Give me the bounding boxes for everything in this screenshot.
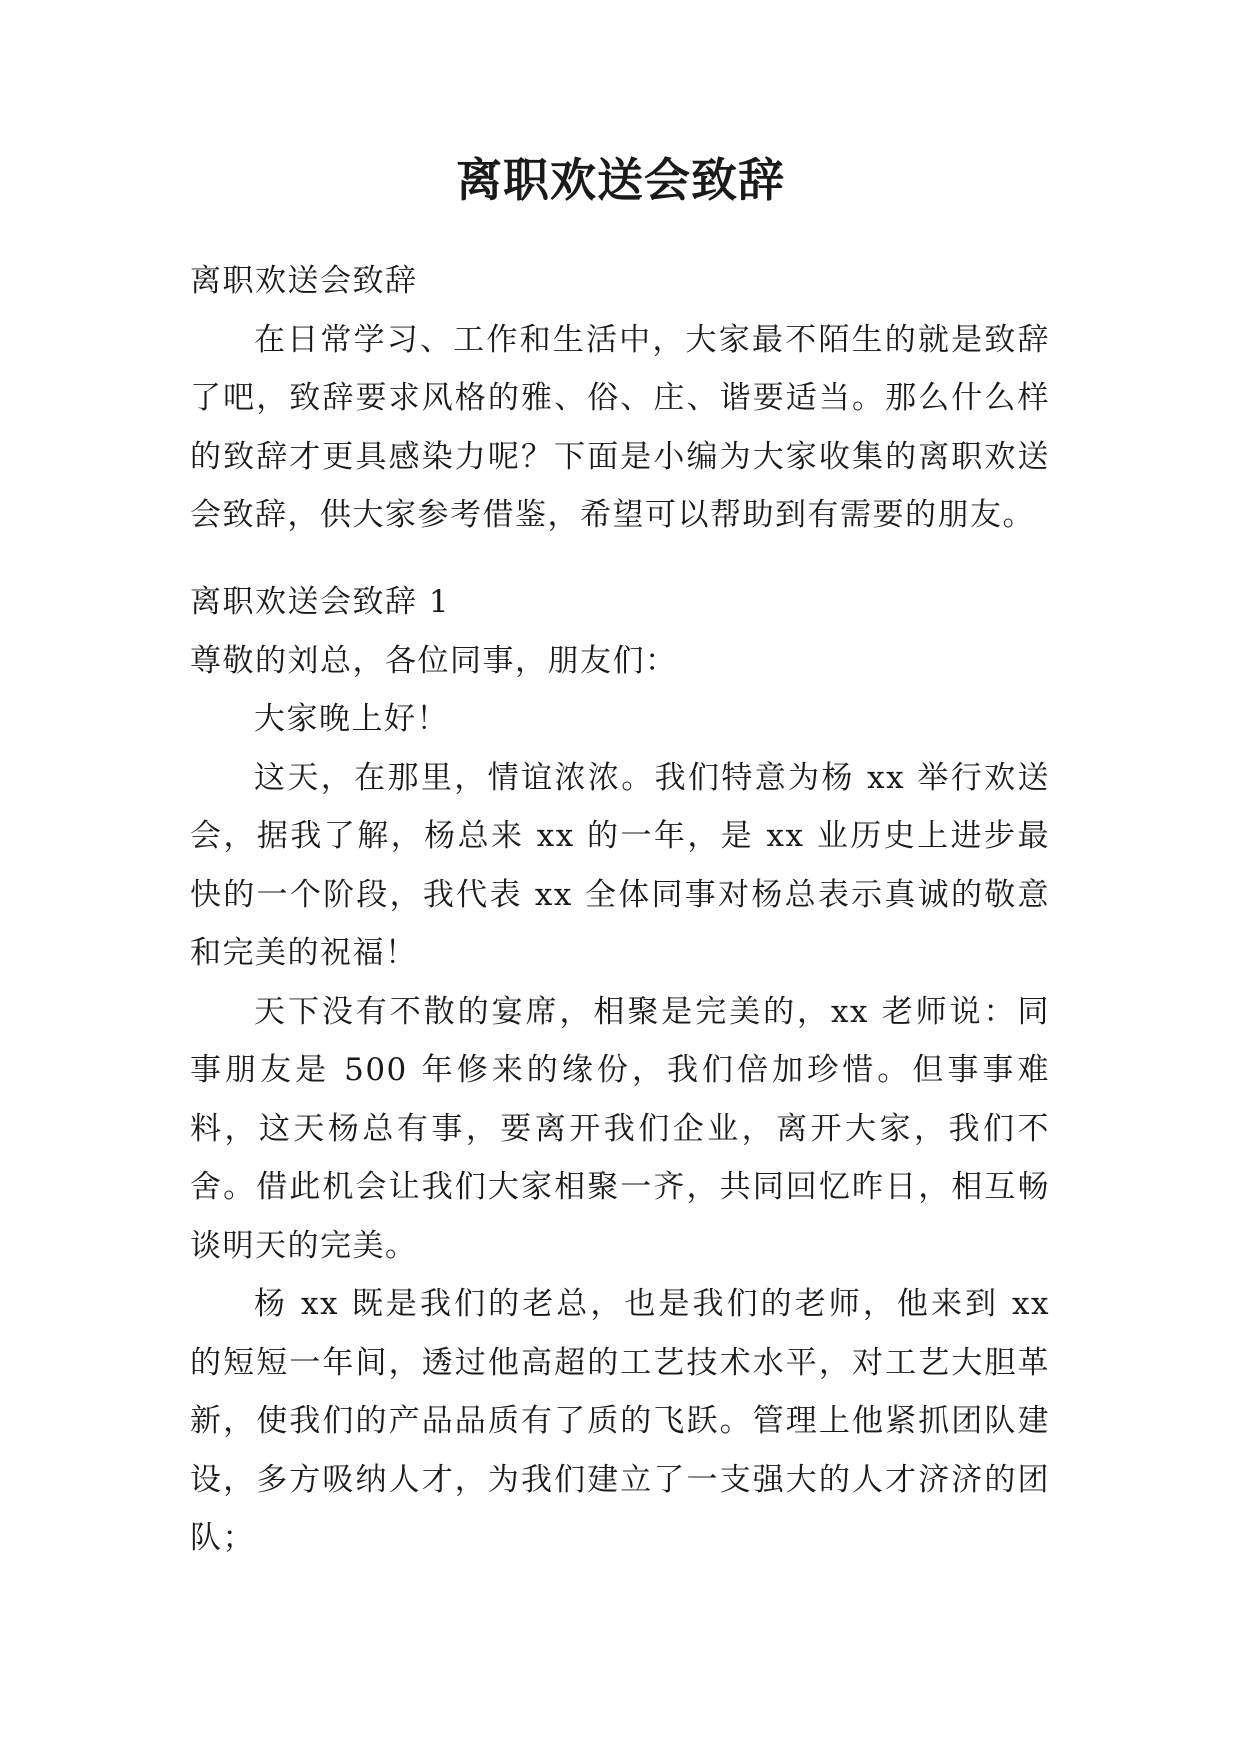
subtitle: 离职欢送会致辞	[190, 263, 418, 299]
greeting: 大家晚上好！	[254, 701, 449, 737]
document-section	[190, 573, 1050, 1568]
body-paragraph: 杨 xx 既是我们的老总，也是我们的老师，他来到 xx 的短短一年间，透过他高超的工艺技术水平，对工艺大胆革新，使我们的产品品质有了质的飞跃。管理上他紧抓团队建设，多方吸纳人才，为我们建立了一支强大的人才济济的团队；	[190, 1286, 1050, 1556]
body-paragraph: 这天，在那里，情谊浓浓。我们特意为杨 xx 举行欢送会，据我了解，杨总来 xx 的一年，是 xx 业历史上进步最快的一个阶段，我代表 xx 全体同事对杨总表示真诚的敬意和完美的祝福！	[190, 759, 1050, 971]
document-title: 离职欢送会致辞	[456, 153, 785, 207]
document-intro-block	[190, 252, 1050, 603]
section-heading: 离职欢送会致辞 1	[190, 584, 451, 620]
salutation: 尊敬的刘总，各位同事，朋友们：	[190, 642, 678, 679]
body-paragraph: 天下没有不散的宴席，相聚是完美的，xx 老师说：同事朋友是 500 年修来的缘份，我们倍加珍惜。但事事难料，这天杨总有事，要离开我们企业，离开大家，我们不舍。借此机会让我们大家相聚一齐，共同回忆昨日，相互畅谈明天的完美。	[190, 993, 1050, 1264]
intro-paragraph: 在日常学习、工作和生活中，大家最不陌生的就是致辞了吧，致辞要求风格的雅、俗、庄、谐要适当。那么什么样的致辞才更具感染力呢？下面是小编为大家收集的离职欢送会致辞，供大家参考借鉴，希望可以帮助到有需要的朋友。	[190, 321, 1050, 533]
